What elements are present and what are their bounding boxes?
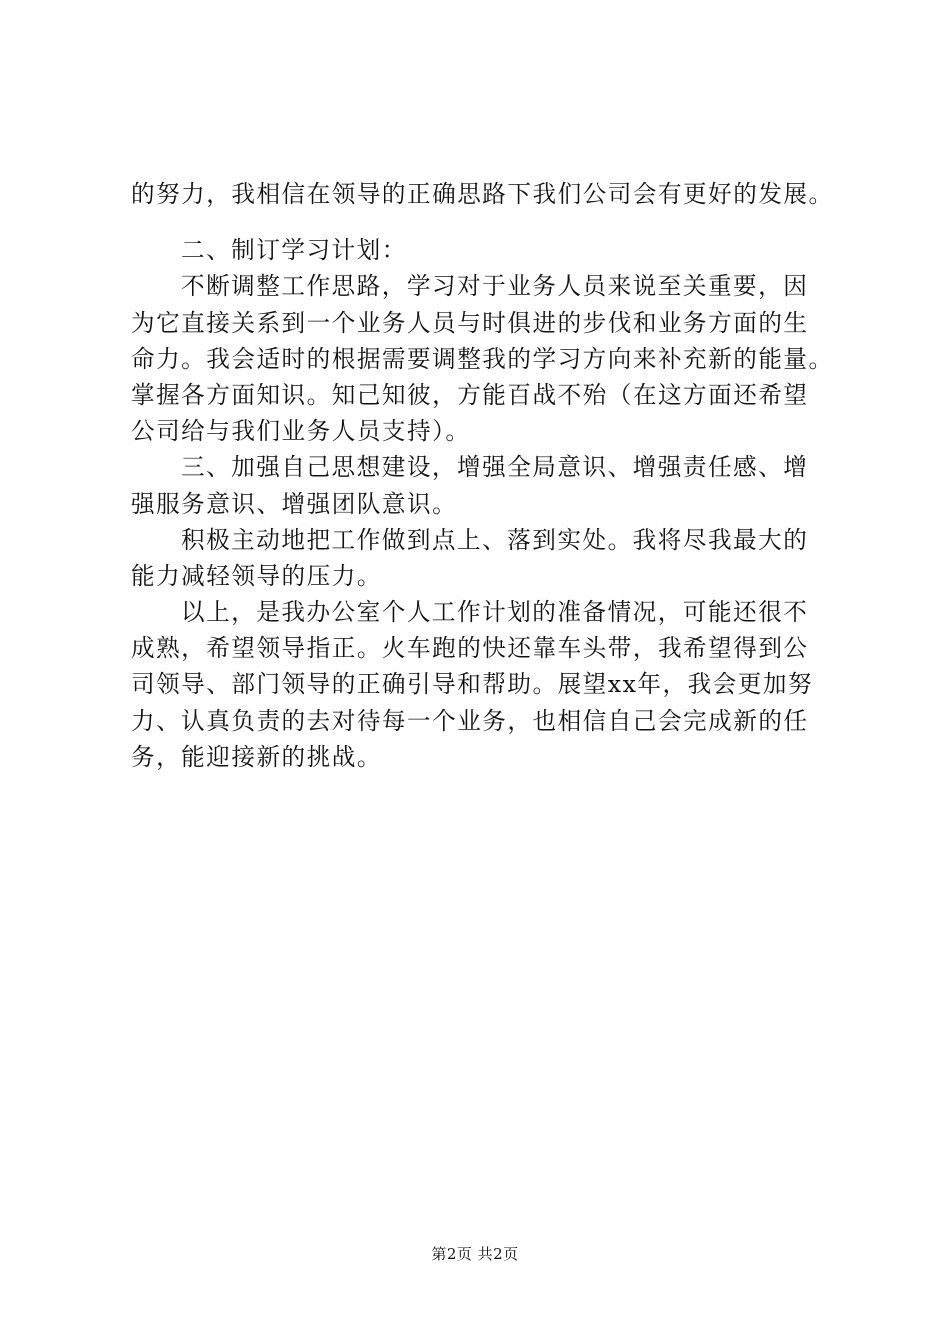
paragraph-line: 掌握各方面知识。知己知彼，方能百战不殆（在这方面还希望: [131, 380, 809, 409]
paragraph-line: 命力。我会适时的根据需要调整我的学习方向来补充新的能量。: [131, 344, 834, 373]
paragraph-line: 不断调整工作思路，学习对于业务人员来说至关重要，因: [181, 272, 809, 301]
paragraph-line: 力、认真负责的去对待每一个业务，也相信自己会完成新的任: [131, 706, 809, 735]
paragraph-line: 成熟，希望领导指正。火车跑的快还靠车头带，我希望得到公: [131, 634, 809, 663]
text-line: 的努力，我相信在领导的正确思路下我们公司会有更好的发展。: [131, 180, 834, 208]
paragraph-line: 以上，是我办公室个人工作计划的准备情况，可能还很不: [181, 598, 809, 627]
paragraph-line: 司领导、部门领导的正确引导和帮助。展望xx年，我会更加努: [131, 670, 814, 699]
section-heading: 二、制订学习计划：: [181, 236, 407, 265]
paragraph-line: 能力减轻领导的压力。: [131, 561, 382, 590]
page-number: 第2页 共2页: [431, 1245, 519, 1263]
paragraph-line: 强服务意识、增强团队意识。: [131, 489, 458, 518]
document-body: [131, 176, 834, 775]
paragraph-line: 公司给与我们业务人员支持）。: [131, 417, 471, 446]
paragraph-line: 为它直接关系到一个业务人员与时俱进的步伐和业务方面的生: [131, 308, 809, 337]
paragraph-line: 积极主动地把工作做到点上、落到实处。我将尽我最大的: [181, 525, 809, 554]
section-heading: 三、加强自己思想建设，增强全局意识、增强责任感、增: [181, 453, 809, 482]
paragraph-line: 务，能迎接新的挑战。: [131, 742, 382, 771]
